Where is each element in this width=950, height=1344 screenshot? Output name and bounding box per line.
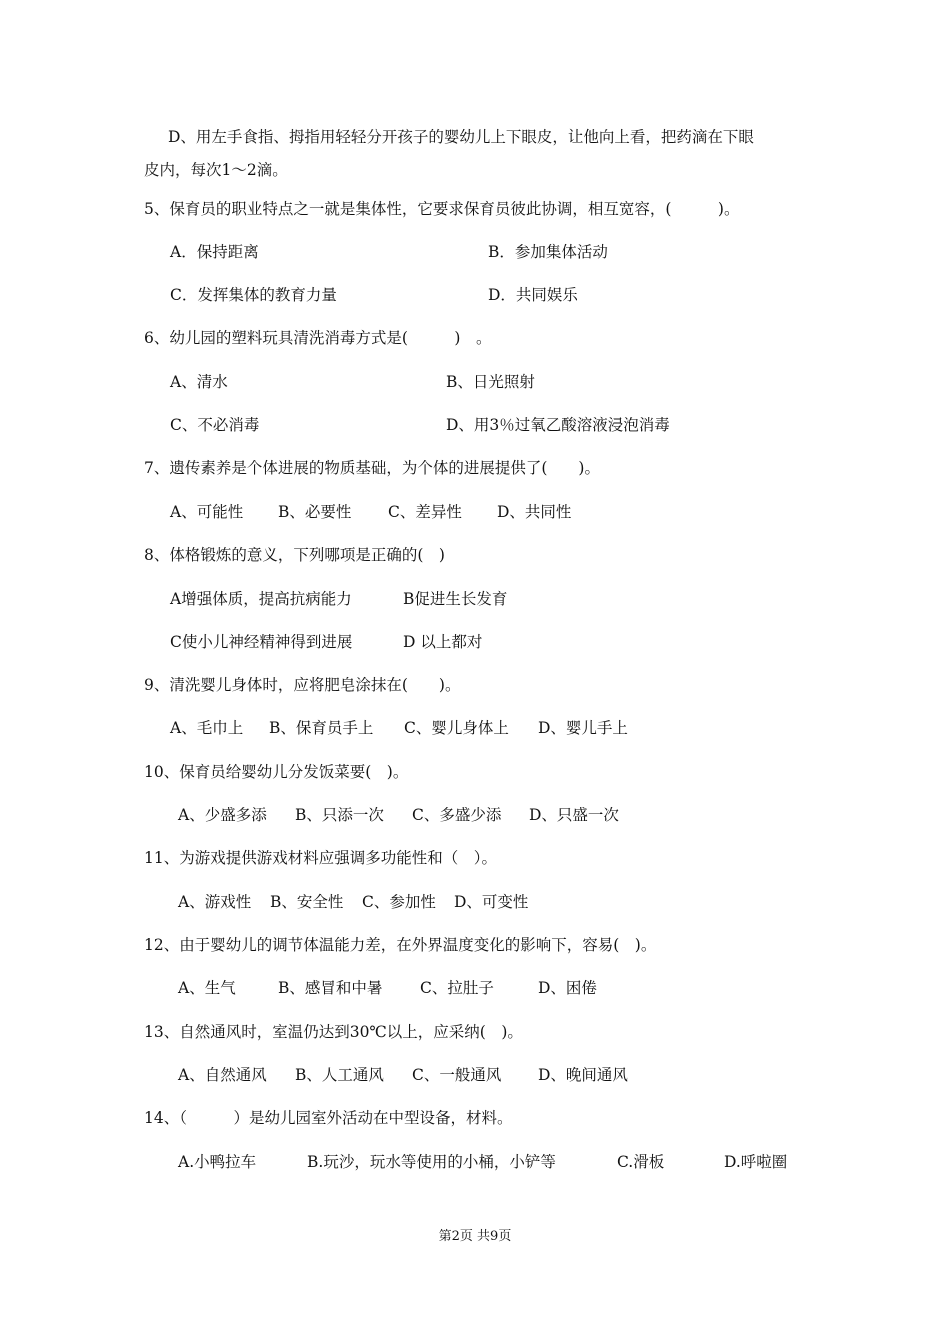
- q5-option-a: A．保持距离: [170, 243, 259, 261]
- q11-option-a: A、游戏性: [178, 893, 252, 911]
- q14-option-c: C.滑板: [617, 1153, 665, 1171]
- question-12-stem: 12、由于婴幼儿的调节体温能力差，在外界温度变化的影响下，容易( )。: [144, 936, 657, 954]
- q10-option-a: A、少盛多添: [178, 806, 267, 824]
- q8-option-a: A增强体质，提高抗病能力: [170, 590, 352, 608]
- q8-option-b: B促进生长发育: [403, 590, 508, 608]
- q7-option-a: A、可能性: [170, 503, 244, 521]
- q6-option-c: C、不必消毒: [170, 416, 260, 434]
- q9-option-b: B、保育员手上: [269, 719, 374, 737]
- question-11-stem: 11、为游戏提供游戏材料应强调多功能性和（ ）。: [144, 849, 497, 867]
- q4-option-d-line1: D、用左手食指、拇指用轻轻分开孩子的婴幼儿上下眼皮，让他向上看，把药滴在下眼: [168, 128, 754, 146]
- q5-option-b: B．参加集体活动: [488, 243, 608, 261]
- q11-option-c: C、参加性: [362, 893, 436, 911]
- q7-option-d: D、共同性: [497, 503, 572, 521]
- question-10-stem: 10、保育员给婴幼儿分发饭菜要( )。: [144, 763, 409, 781]
- q11-option-b: B、安全性: [270, 893, 344, 911]
- q13-option-a: A、自然通风: [178, 1066, 267, 1084]
- q10-option-b: B、只添一次: [295, 806, 384, 824]
- question-5-stem: 5、保育员的职业特点之一就是集体性，它要求保育员彼此协调，相互宽容，( )。: [144, 200, 740, 218]
- q14-option-d: D.呼啦圈: [724, 1153, 788, 1171]
- q9-option-a: A、毛巾上: [170, 719, 244, 737]
- q10-option-d: D、只盛一次: [529, 806, 619, 824]
- q13-option-b: B、人工通风: [295, 1066, 384, 1084]
- q5-option-d: D．共同娱乐: [488, 286, 578, 304]
- q8-option-d: D 以上都对: [403, 633, 483, 651]
- q12-option-d: D、困倦: [538, 979, 597, 997]
- q7-option-c: C、差异性: [388, 503, 462, 521]
- q6-option-d: D、用3％过氧乙酸溶液浸泡消毒: [446, 416, 670, 434]
- q6-option-a: A、清水: [170, 373, 228, 391]
- q5-option-c: C．发挥集体的教育力量: [170, 286, 337, 304]
- q10-option-c: C、多盛少添: [412, 806, 502, 824]
- question-6-stem: 6、幼儿园的塑料玩具清洗消毒方式是( ) 。: [144, 329, 492, 347]
- q8-option-c: C使小儿神经精神得到进展: [170, 633, 353, 651]
- question-13-stem: 13、自然通风时，室温仍达到30℃以上，应采纳( )。: [144, 1023, 523, 1041]
- question-9-stem: 9、清洗婴儿身体时，应将肥皂涂抹在( )。: [144, 676, 461, 694]
- q11-option-d: D、可变性: [454, 893, 529, 911]
- question-7-stem: 7、遗传素养是个体进展的物质基础，为个体的进展提供了( )。: [144, 459, 600, 477]
- question-8-stem: 8、体格锻炼的意义，下列哪项是正确的( ): [144, 546, 445, 564]
- q4-option-d-line2: 皮内，每次1～2滴。: [144, 161, 288, 179]
- q13-option-c: C、一般通风: [412, 1066, 502, 1084]
- page-number-footer: 第2页 共9页: [438, 1229, 512, 1244]
- q7-option-b: B、必要性: [278, 503, 352, 521]
- q14-option-a: A.小鸭拉车: [178, 1153, 257, 1171]
- q12-option-b: B、感冒和中暑: [278, 979, 383, 997]
- q9-option-d: D、婴儿手上: [538, 719, 628, 737]
- q6-option-b: B、日光照射: [446, 373, 535, 391]
- q12-option-c: C、拉肚子: [420, 979, 494, 997]
- q13-option-d: D、晚间通风: [538, 1066, 628, 1084]
- q14-option-b: B.玩沙，玩水等使用的小桶，小铲等: [307, 1153, 556, 1171]
- q9-option-c: C、婴儿身体上: [404, 719, 509, 737]
- q12-option-a: A、生气: [178, 979, 236, 997]
- question-14-stem: 14、（ ）是幼儿园室外活动在中型设备，材料。: [144, 1109, 513, 1127]
